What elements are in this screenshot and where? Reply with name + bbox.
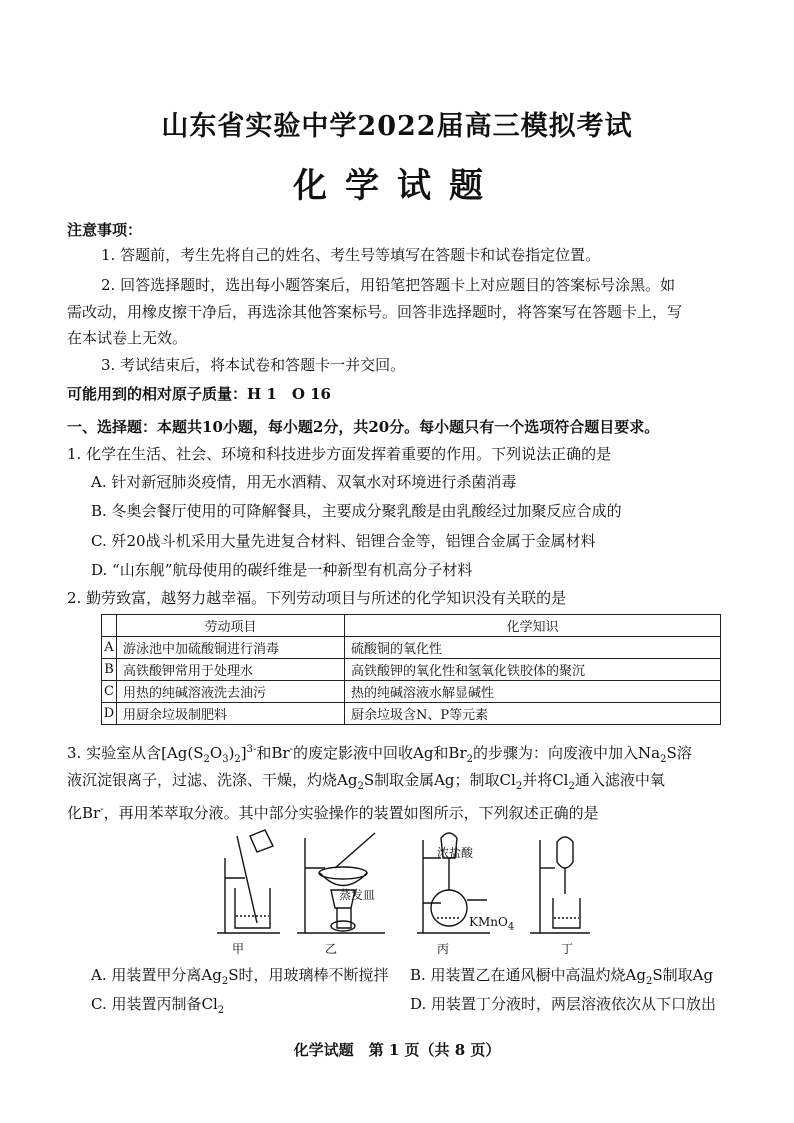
q2-stem: 2. 勤劳致富，越努力越幸福。下列劳动项目与所述的化学知识没有关联的是 (67, 589, 567, 607)
notice-item: 在本试卷上无效。 (67, 329, 188, 347)
row-labor: 用厨余垃圾制肥料 (117, 703, 345, 725)
notice-item: 1. 答题前，考生先将自己的姓名、考生号等填写在答题卡和试卷指定位置。 (101, 246, 601, 264)
table-row (102, 637, 721, 659)
row-key: C (102, 681, 117, 703)
apparatus-figure (205, 828, 605, 958)
notice-item: 3. 考试结束后，将本试卷和答题卡一并交回。 (101, 356, 406, 374)
subject-title: 化学试题 (293, 166, 501, 206)
q3-option-a: A. 用装置甲分离$Ag_2S$时，用玻璃棒不断搅拌 (91, 966, 389, 987)
row-labor: 游泳池中加硫酸铜进行消毒 (117, 637, 345, 659)
row-labor: 高铁酸钾常用于处理水 (117, 659, 345, 681)
table-row (102, 703, 721, 725)
label-jia: 甲 (232, 942, 245, 956)
row-chem: 高铁酸钾的氧化性和氢氧化铁胶体的聚沉 (345, 659, 721, 681)
row-labor: 用热的纯碱溶液洗去油污 (117, 681, 345, 703)
q1-option-a: A. 针对新冠肺炎疫情，用无水酒精、双氧水对环境进行杀菌消毒 (91, 473, 517, 491)
q1-option-d: D. “山东舰”航母使用的碳纤维是一种新型有机高分子材料 (91, 561, 473, 579)
section-heading: 一、选择题：本题共10小题，每小题2分，共20分。每小题只有一个选项符合题目要求。 (67, 418, 660, 436)
q3-line3: 化Br-，再用苯萃取分液。其中部分实验操作的装置如图所示，下列叙述正确的是 (67, 804, 599, 822)
label-hcl: 浓盐酸 (437, 846, 474, 860)
q1-option-c: C. 歼20战斗机采用大量先进复合材料、铝锂合金等，铝锂合金属于金属材料 (91, 532, 596, 550)
label-evaporating-dish: 蒸发皿 (339, 888, 376, 902)
row-chem: 热的纯碱溶液水解显碱性 (345, 681, 721, 703)
label-kmno4: KMnO$_4$ (469, 915, 515, 933)
q2-table (101, 614, 721, 725)
atomic-mass: 可能用到的相对原子质量：H 1 O 16 (67, 385, 331, 403)
q3-line1: 3. 实验室从含$[Ag(S_2O_3)_2]^{3-}$和Br-的废定影液中回收Ag和$Br_2$的步骤为：向废液中加入$Na_2S$溶 (67, 744, 692, 765)
row-key: B (102, 659, 117, 681)
label-bing: 丙 (437, 942, 450, 956)
label-ding: 丁 (561, 942, 574, 956)
q3-option-c: C. 用装置丙制备$Cl_2$ (91, 995, 225, 1016)
notice-item: 2. 回答选择题时，选出每小题答案后，用铅笔把答题卡上对应题目的答案标号涂黑。如 (101, 276, 676, 294)
apparatus-yi (297, 833, 385, 933)
table-row (102, 659, 721, 681)
notice-item: 需改动，用橡皮擦干净后，再选涂其他答案标号。回答非选择题时，将答案写在答题卡上，写 (67, 303, 683, 321)
apparatus-jia (217, 830, 280, 933)
exam-title: 山东省实验中学2022届高三模拟考试 (161, 111, 633, 142)
row-key: D (102, 703, 117, 725)
q1-stem: 1. 化学在生活、社会、环境和科技进步方面发挥着重要的作用。下列说法正确的是 (67, 445, 612, 463)
apparatus-ding (530, 837, 590, 933)
q3-option-d: D. 用装置丁分液时，两层溶液依次从下口放出 (410, 995, 717, 1013)
row-chem: 厨余垃圾含N、P等元素 (345, 703, 721, 725)
q1-option-b: B. 冬奥会餐厅使用的可降解餐具，主要成分聚乳酸是由乳酸经过加聚反应合成的 (91, 502, 622, 520)
table-row (102, 681, 721, 703)
page-footer: 化学试题 第 1 页（共 8 页） (293, 1041, 501, 1059)
table-header-labor: 劳动项目 (117, 615, 345, 637)
q3-option-b: B. 用装置乙在通风橱中高温灼烧$Ag_2S$制取Ag (410, 966, 714, 987)
row-key: A (102, 637, 117, 659)
table-header-row (102, 615, 721, 637)
label-yi: 乙 (325, 942, 338, 956)
row-chem: 硫酸铜的氧化性 (345, 637, 721, 659)
table-header-key (102, 615, 117, 637)
q3-line2: 液沉淀银离子，过滤、洗涤、干燥，灼烧$Ag_2S$制取金属Ag；制取$Cl_2$并将$Cl_2$通入滤液中氧 (67, 771, 665, 792)
table-header-chem: 化学知识 (345, 615, 721, 637)
notice-heading: 注意事项： (67, 221, 143, 239)
